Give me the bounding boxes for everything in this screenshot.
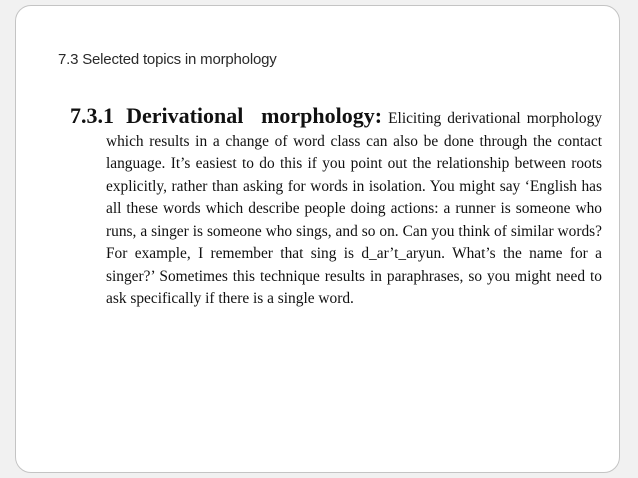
section-heading: Derivational morphology: (126, 103, 383, 128)
slide-body (70, 105, 602, 311)
section-number: 7.3.1 (70, 103, 114, 128)
section-body-text: Eliciting derivational morphology which results in a change of word class can also be done through the contact language. It’s easiest to do this if you point out the relationship between roots explicitly, rather than asking for words in isolation. You might say ‘English has all these words which describe people doing actions: a runner is someone who runs, a singer is someone who sings, and so on. Can you think of similar words? For example, I remember that sing is d_ar’t_aryun. What’s the name for a singer?’ Sometimes this technique results in paraphrases, so you might need to ask specifically if there is a single word. (106, 110, 602, 307)
slide-title: 7.3 Selected topics in morphology (58, 51, 277, 68)
section-paragraph (70, 105, 602, 311)
